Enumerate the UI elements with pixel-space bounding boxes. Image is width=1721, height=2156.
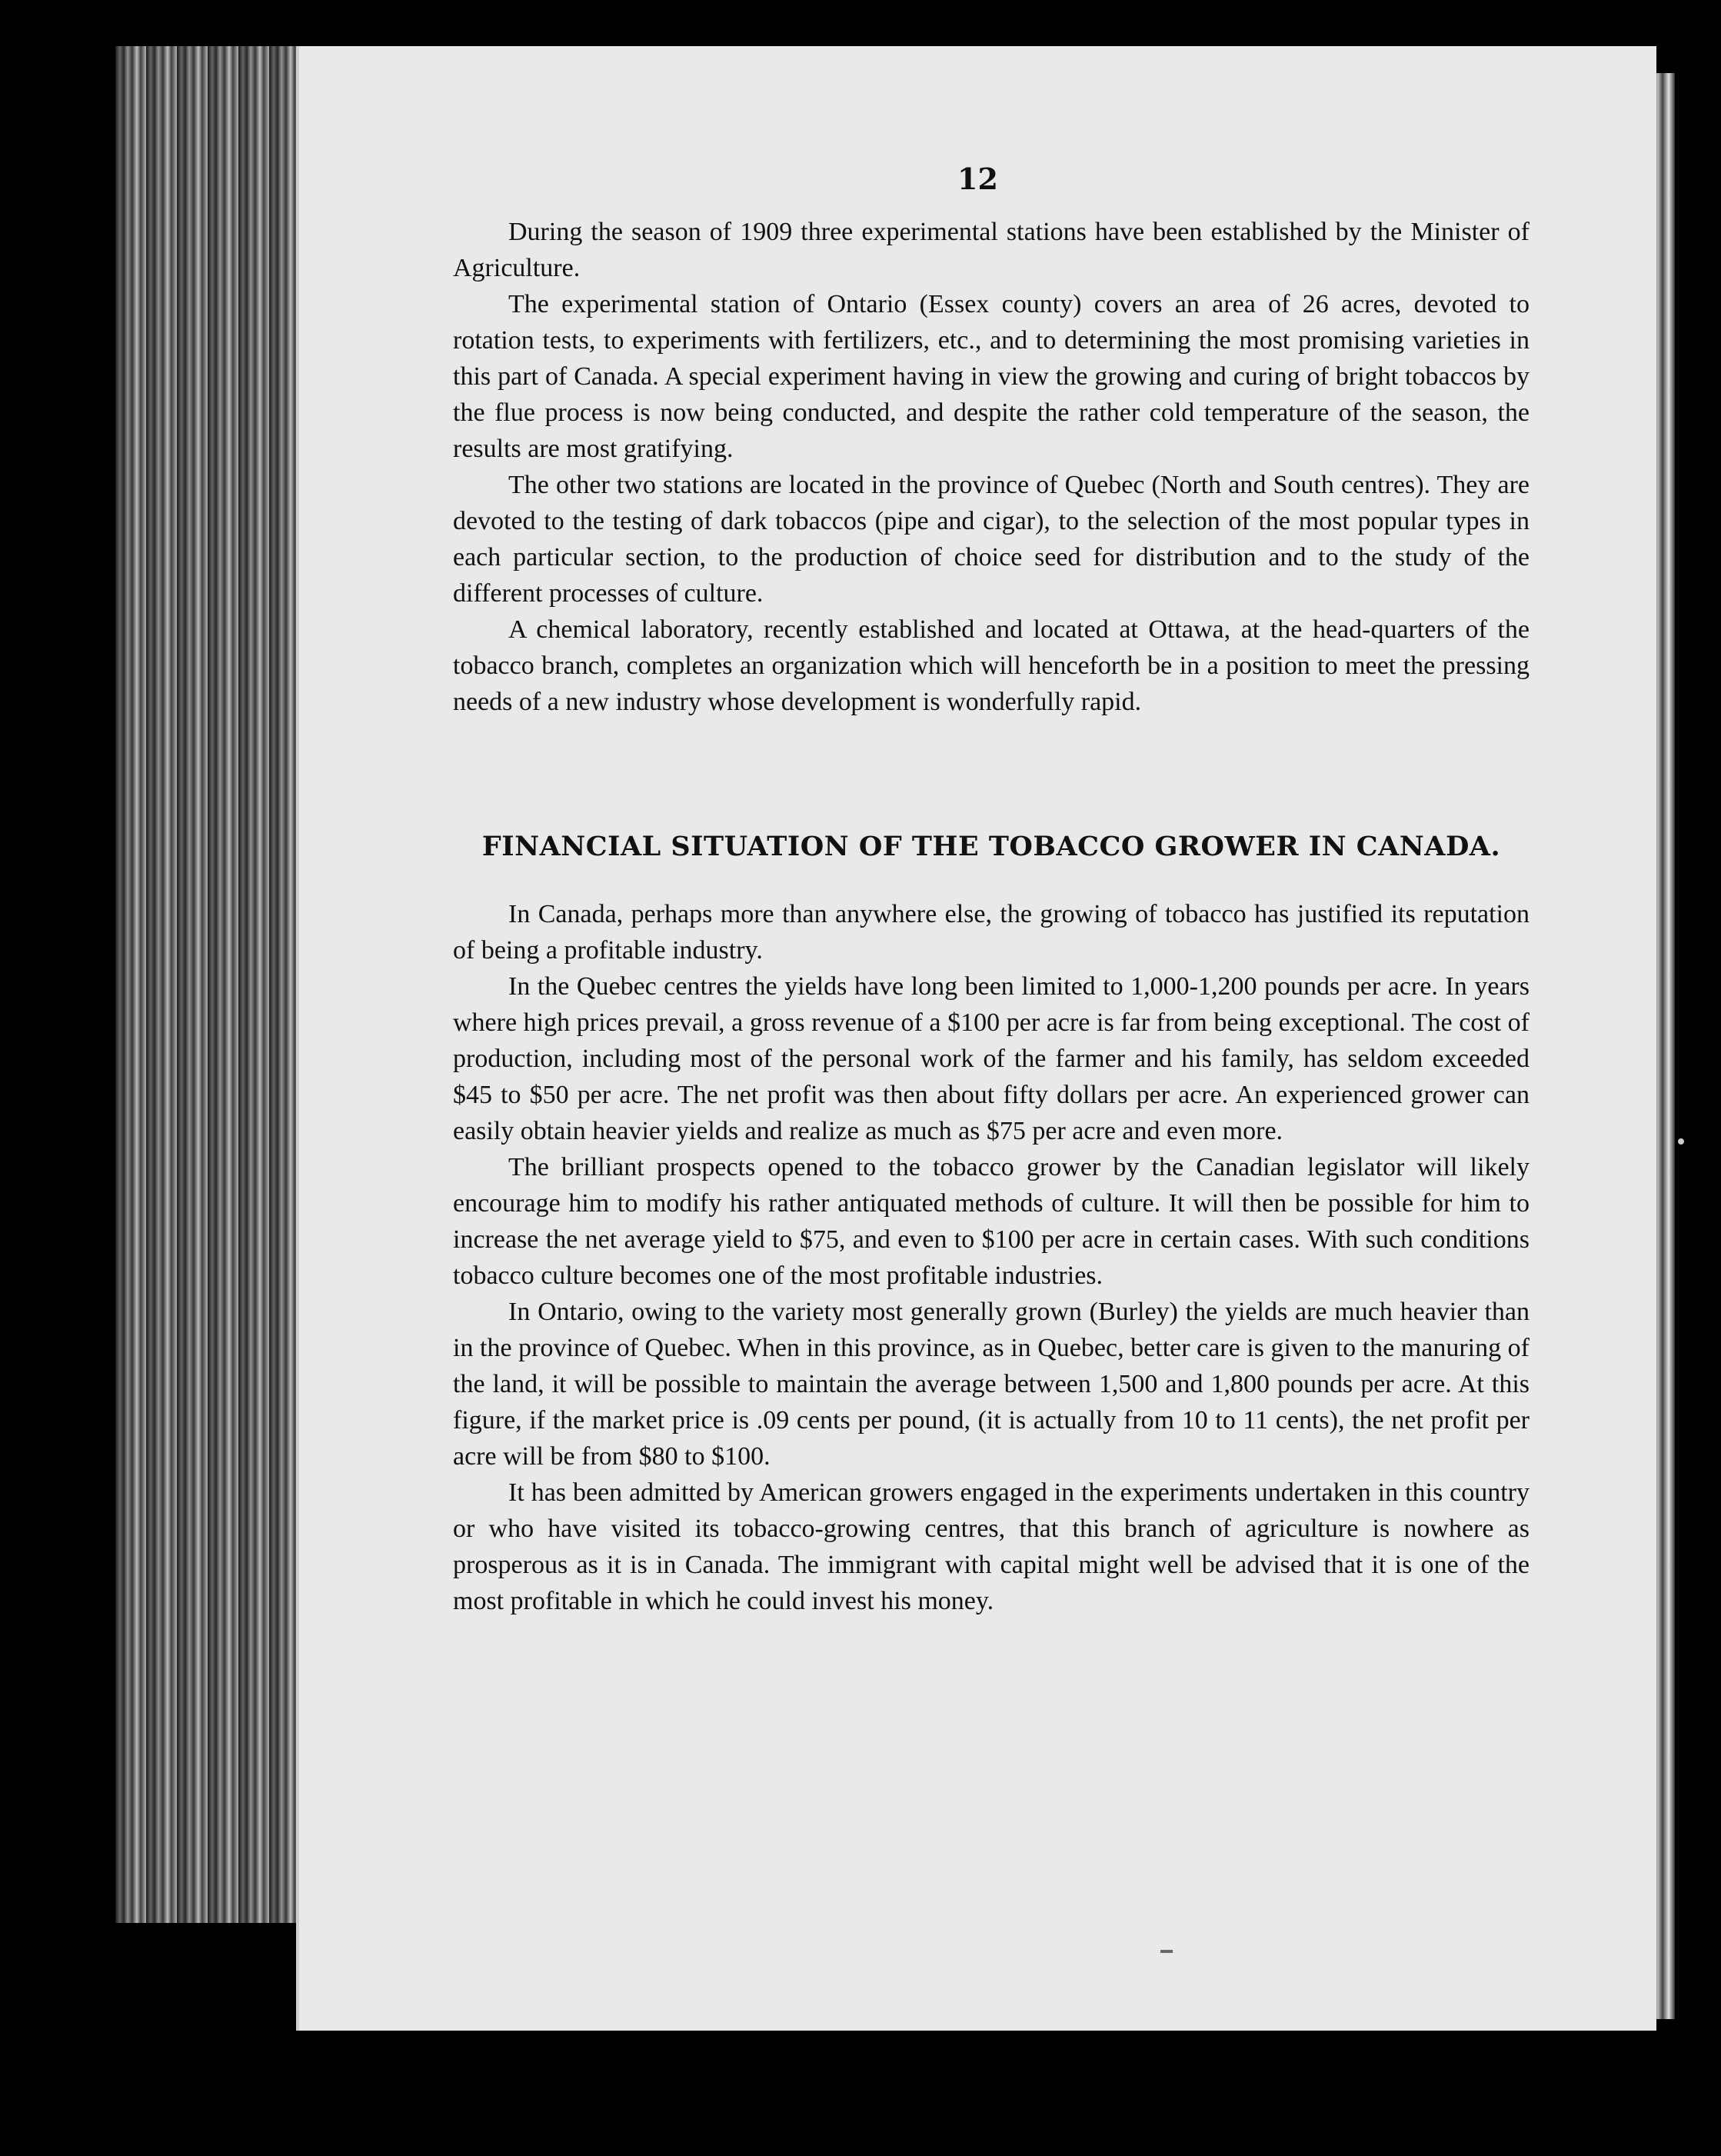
- section-financial: [453, 896, 1530, 1619]
- paragraph: A chemical laboratory, recently established and located at Ottawa, at the head-quarters of the tobacco branch, completes an organization which will henceforth be in a position to meet the pressing needs of a new industry whose development is wonderfully rapid.: [453, 615, 1530, 716]
- paragraph: The brilliant prospects opened to the tobacco grower by the Canadian legislator will likely encourage him to modify his rather antiquated methods of culture. It will then be possible for him to increase the net average yield to $75, and even to $100 per acre in certain cases. With such conditions tobacco culture becomes one of the most profitable industries.: [453, 1153, 1530, 1290]
- paragraph: During the season of 1909 three experimental stations have been established by the Minister of Agriculture.: [453, 218, 1530, 282]
- paragraph: It has been admitted by American growers engaged in the experiments undertaken in this country or who have visited its tobacco-growing centres, that this branch of agriculture is nowhere as prosperous as it is in Canada. The immigrant with capital might well be advised that it is one of the most profitable in which he could invest his money.: [453, 1478, 1530, 1615]
- paragraph: In Canada, perhaps more than anywhere else, the growing of tobacco has justified its reputation of being a profitable industry.: [453, 900, 1530, 965]
- section-heading: FINANCIAL SITUATION OF THE TOBACCO GROWER IN CANADA.: [481, 831, 1501, 862]
- paragraph: In Ontario, owing to the variety most generally grown (Burley) the yields are much heavier than in the province of Quebec. When in this province, as in Quebec, better care is given to the manuring of the land, it will be possible to maintain the average between 1,500 and 1,800 pounds per acre. At this figure, if the market price is .09 cents per pound, (it is actually from 10 to 11 cents), the net profit per acre will be from $80 to $100.: [453, 1298, 1530, 1471]
- paragraph: In the Quebec centres the yields have long been limited to 1,000-1,200 pounds per acre. In years where high prices prevail, a gross revenue of a $100 per acre is far from being exceptional. The cost of production, including most of the personal work of the farmer and his family, has seldom exceeded $45 to $50 per acre. The net profit was then about fifty dollars per acre. An experienced grower can easily obtain heavier yields and realize as much as $75 per acre and even more.: [453, 972, 1530, 1145]
- section-intro: [453, 214, 1530, 720]
- paragraph: The other two stations are located in the province of Quebec (North and South centres). They are devoted to the testing of dark tobaccos (pipe and cigar), to the selection of the most popular types in each particular section, to the production of choice seed for distribution and to the study of the different processes of culture.: [453, 471, 1530, 608]
- ink-mark: [1160, 1950, 1173, 1953]
- page-number: 12: [957, 162, 998, 196]
- scan-speck: [1678, 1138, 1684, 1145]
- book-spine-edge: [115, 46, 300, 1923]
- document-page: [296, 46, 1656, 2031]
- paragraph: The experimental station of Ontario (Essex county) covers an area of 26 acres, devoted to rotation tests, to experiments with fertilizers, etc., and to determining the most promising varieties in this part of Canada. A special experiment having in view the growing and curing of bright tobaccos by the flue process is now being conducted, and despite the rather cold temperature of the season, the results are most gratifying.: [453, 290, 1530, 463]
